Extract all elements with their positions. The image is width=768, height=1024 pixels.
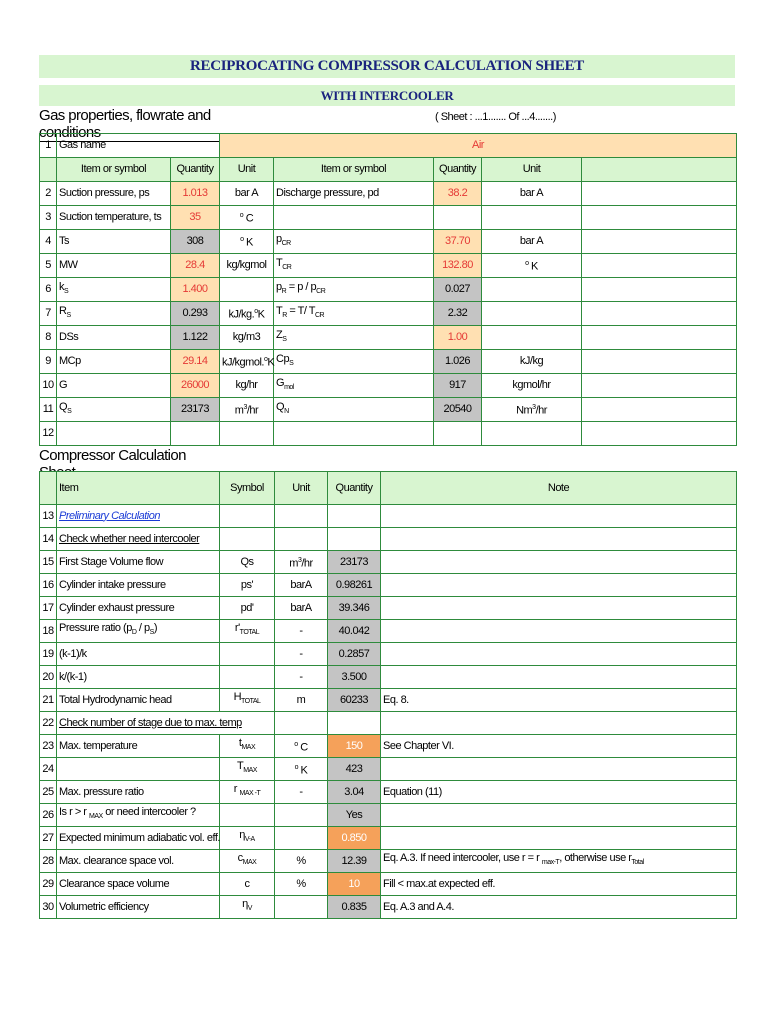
row-number: 25: [40, 781, 57, 804]
item-label: Suction temperature, ts: [57, 206, 171, 230]
header-item: Item: [57, 472, 220, 505]
unit-cell: [275, 896, 328, 919]
header-unit: Unit: [220, 158, 274, 182]
unit-cell: -: [275, 781, 328, 804]
row-number: 10: [40, 374, 57, 398]
table-row: [40, 735, 737, 758]
note-cell: [381, 505, 737, 528]
unit-cell: $m^3/hr$: [220, 398, 274, 422]
item-label: MCp: [57, 350, 171, 374]
item-cell: Max. clearance space vol.: [57, 850, 220, 873]
quantity-cell: 0.2857: [328, 643, 381, 666]
note-cell: [381, 528, 737, 551]
note-cell: [381, 804, 737, 827]
quantity-cell: 0.98261: [328, 574, 381, 597]
table-row: [40, 689, 737, 712]
item-cell: Clearance space volume: [57, 873, 220, 896]
table-row: [40, 350, 737, 374]
item-cell: [57, 758, 220, 781]
unit-cell: %: [275, 850, 328, 873]
item-cell: Cylinder exhaust pressure: [57, 597, 220, 620]
row-number: 15: [40, 551, 57, 574]
symbol-cell: r $_{MAX -T}$: [220, 781, 275, 804]
row-number: 8: [40, 326, 57, 350]
row-number: 4: [40, 230, 57, 254]
quantity-cell: [328, 528, 381, 551]
table-row: [40, 804, 737, 827]
sheet-subtitle: WITH INTERCOOLER: [39, 85, 735, 106]
table-row: [40, 422, 737, 446]
unit-cell: [220, 278, 274, 302]
quantity-cell-2: [434, 422, 482, 446]
item-label: DSs: [57, 326, 171, 350]
unit-cell: [275, 528, 328, 551]
item-cell: First Stage Volume flow: [57, 551, 220, 574]
quantity-cell-2: [434, 206, 482, 230]
quantity-cell: [328, 712, 381, 735]
table-row: [40, 254, 737, 278]
check-intercooler-heading: Check whether need intercooler: [59, 532, 200, 545]
symbol-cell: $T_{MAX}$: [220, 758, 275, 781]
table-row: [40, 505, 737, 528]
item-label: $Q_S$: [57, 398, 171, 422]
unit-cell: $m^3/hr$: [275, 551, 328, 574]
table-row: [40, 620, 737, 643]
quantity-cell: Yes: [328, 804, 381, 827]
quantity-cell[interactable]: 26000: [171, 374, 220, 398]
quantity-cell: 3.500: [328, 666, 381, 689]
table-row: [40, 528, 737, 551]
table-row: [40, 326, 737, 350]
table-row: [40, 374, 737, 398]
unit-cell: $^o$ K: [275, 758, 328, 781]
preliminary-calculation-link[interactable]: Preliminary Calculation: [59, 509, 160, 522]
item-label-2: $T_{CR}$: [274, 254, 434, 278]
item-label-2: $G_{mol}$: [274, 374, 434, 398]
quantity-cell-2[interactable]: 37.70: [434, 230, 482, 254]
quantity-cell[interactable]: 1.400: [171, 278, 220, 302]
note-cell: [381, 620, 737, 643]
note-cell: [381, 643, 737, 666]
row-number: 12: [40, 422, 57, 446]
symbol-cell: $r'_{TOTAL}$: [220, 620, 275, 643]
quantity-cell-2[interactable]: 132.80: [434, 254, 482, 278]
item-cell: Expected minimum adiabatic vol. eff.: [57, 827, 220, 850]
row-number: 9: [40, 350, 57, 374]
quantity-cell: 0.293: [171, 302, 220, 326]
quantity-cell-2: 2.32: [434, 302, 482, 326]
item-label-2: $T_R = T/$ $T_{CR}$: [274, 302, 434, 326]
quantity-cell: 1.122: [171, 326, 220, 350]
quantity-cell-2: 0.027: [434, 278, 482, 302]
row-number: 22: [40, 712, 57, 735]
table-row: [40, 551, 737, 574]
unit-cell-2: kJ/kg: [482, 350, 582, 374]
note-cell: [381, 758, 737, 781]
symbol-cell: [220, 505, 275, 528]
symbol-cell: pd': [220, 597, 275, 620]
table-row: [40, 896, 737, 919]
sheet-title: RECIPROCATING COMPRESSOR CALCULATION SHEET: [39, 55, 735, 78]
symbol-cell: $H_{TOTAL}$: [220, 689, 275, 712]
note-cell: [381, 827, 737, 850]
item-label: G: [57, 374, 171, 398]
quantity-cell: [171, 422, 220, 446]
item-label: [57, 422, 171, 446]
item-cell: Total Hydrodynamic head: [57, 689, 220, 712]
header-quantity-2: Quantity: [434, 158, 482, 182]
row-number: 7: [40, 302, 57, 326]
row-number: 13: [40, 505, 57, 528]
section-gas-properties-title: Gas properties, flowrate and conditions: [39, 107, 245, 142]
unit-cell: kg/hr: [220, 374, 274, 398]
note-cell: Eq. 8.: [381, 689, 737, 712]
note-cell: Equation (11): [381, 781, 737, 804]
unit-cell: barA: [275, 574, 328, 597]
symbol-cell: $\eta_{V-A}$: [220, 827, 275, 850]
table-row: [40, 182, 737, 206]
unit-cell-2: $^o$ K: [482, 254, 582, 278]
header-quantity: Quantity: [171, 158, 220, 182]
quantity-cell[interactable]: 10: [328, 873, 381, 896]
unit-cell-2: Nm$^3$/hr: [482, 398, 582, 422]
note-cell: Fill < max.at expected eff.: [381, 873, 737, 896]
table-row: [40, 206, 737, 230]
row-number: 23: [40, 735, 57, 758]
unit-cell: $^o$ C: [275, 735, 328, 758]
row-number: 24: [40, 758, 57, 781]
row-number: 18: [40, 620, 57, 643]
item-label-2: $p_R = p / p_{CR}$: [274, 278, 434, 302]
quantity-cell: 12.39: [328, 850, 381, 873]
row-number: 17: [40, 597, 57, 620]
row-number: 16: [40, 574, 57, 597]
note-cell: Eq. A.3 and A.4.: [381, 896, 737, 919]
header-quantity: Quantity: [328, 472, 381, 505]
unit-cell: kJ/kgmol.$^o$K: [220, 350, 274, 374]
table-row: [40, 230, 737, 254]
unit-cell: $^o$ K: [220, 230, 274, 254]
symbol-cell: [220, 666, 275, 689]
unit-cell: [275, 827, 328, 850]
unit-cell-2: [482, 302, 582, 326]
note-cell: [381, 712, 737, 735]
unit-cell: -: [275, 620, 328, 643]
quantity-cell: 39.346: [328, 597, 381, 620]
unit-cell: [275, 505, 328, 528]
item-label: $k_S$: [57, 278, 171, 302]
header-unit: Unit: [275, 472, 328, 505]
unit-cell: [275, 712, 328, 735]
note-cell: See Chapter VI.: [381, 735, 737, 758]
quantity-cell[interactable]: 29.14: [171, 350, 220, 374]
symbol-cell: c: [220, 873, 275, 896]
symbol-cell: $t_{MAX}$: [220, 735, 275, 758]
row-number: 27: [40, 827, 57, 850]
row-number: 6: [40, 278, 57, 302]
item-label-2: $Z_S$: [274, 326, 434, 350]
unit-cell: bar A: [220, 182, 274, 206]
gas-name-value[interactable]: Air: [220, 134, 737, 158]
table-row: [40, 827, 737, 850]
row-number: 30: [40, 896, 57, 919]
item-label: Ts: [57, 230, 171, 254]
note-cell: [381, 666, 737, 689]
unit-cell: -: [275, 643, 328, 666]
row-number: 3: [40, 206, 57, 230]
row-number: 20: [40, 666, 57, 689]
header-item-2: Item or symbol: [274, 158, 434, 182]
quantity-cell-2[interactable]: 1.00: [434, 326, 482, 350]
quantity-cell: 3.04: [328, 781, 381, 804]
quantity-cell: 0.835: [328, 896, 381, 919]
unit-cell-2: [482, 206, 582, 230]
note-cell: [381, 551, 737, 574]
unit-cell-2: kgmol/hr: [482, 374, 582, 398]
quantity-cell[interactable]: 35: [171, 206, 220, 230]
row-number: 14: [40, 528, 57, 551]
quantity-cell[interactable]: 150: [328, 735, 381, 758]
quantity-cell[interactable]: 1.013: [171, 182, 220, 206]
quantity-cell: 60233: [328, 689, 381, 712]
section-compressor-calc-title: Compressor Calculation: [39, 447, 199, 482]
item-label-2: $Q_N$: [274, 398, 434, 422]
quantity-cell[interactable]: 28.4: [171, 254, 220, 278]
table-row: [40, 278, 737, 302]
header-unit-2: Unit: [482, 158, 582, 182]
header-note: Note: [381, 472, 737, 505]
item-label-2: [274, 206, 434, 230]
quantity-cell-2[interactable]: 38.2: [434, 182, 482, 206]
item-cell: [57, 712, 275, 735]
item-cell: Max. temperature: [57, 735, 220, 758]
quantity-cell-2: 1.026: [434, 350, 482, 374]
item-cell: Max. pressure ratio: [57, 781, 220, 804]
unit-cell-2: [482, 278, 582, 302]
symbol-cell: [220, 643, 275, 666]
item-label-2: $Cp_S$: [274, 350, 434, 374]
unit-cell: barA: [275, 597, 328, 620]
row-number: 21: [40, 689, 57, 712]
unit-cell: [220, 422, 274, 446]
check-stage-heading: Check number of stage due to max. temp: [59, 716, 242, 729]
note-cell: [381, 597, 737, 620]
header-item: Item or symbol: [57, 158, 171, 182]
symbol-cell: [220, 528, 275, 551]
sheet-number: ( Sheet : ...1....... Of ...4.......): [435, 111, 556, 123]
row-number: 19: [40, 643, 57, 666]
symbol-cell: $c_{MAX}$: [220, 850, 275, 873]
symbol-cell: $\eta_V$: [220, 896, 275, 919]
unit-cell: kg/m3: [220, 326, 274, 350]
quantity-cell-2: 20540: [434, 398, 482, 422]
unit-cell: kJ/kg.$^o$K: [220, 302, 274, 326]
table-row: [40, 302, 737, 326]
unit-cell: %: [275, 873, 328, 896]
table-row: [40, 758, 737, 781]
row-number: 2: [40, 182, 57, 206]
quantity-cell: 308: [171, 230, 220, 254]
item-label: Suction pressure, ps: [57, 182, 171, 206]
table-row: [40, 712, 737, 735]
unit-cell: [275, 804, 328, 827]
quantity-cell: 23173: [328, 551, 381, 574]
table-row: [40, 666, 737, 689]
item-cell: Volumetric efficiency: [57, 896, 220, 919]
quantity-cell: 40.042: [328, 620, 381, 643]
header-symbol: Symbol: [220, 472, 275, 505]
table-row: [40, 873, 737, 896]
unit-cell: m: [275, 689, 328, 712]
symbol-cell: Qs: [220, 551, 275, 574]
item-cell: [57, 528, 220, 551]
row-number: 29: [40, 873, 57, 896]
table-row: [40, 850, 737, 873]
unit-cell: $^o$ C: [220, 206, 274, 230]
quantity-cell-2: 917: [434, 374, 482, 398]
item-label: MW: [57, 254, 171, 278]
item-cell: Cylinder intake pressure: [57, 574, 220, 597]
row-number: 11: [40, 398, 57, 422]
item-cell: Is r > r $_{MAX}$ or need intercooler ?: [57, 804, 220, 827]
gas-properties-table: [39, 133, 737, 446]
unit-cell-2: bar A: [482, 230, 582, 254]
row-number: 28: [40, 850, 57, 873]
gas-name-label: Gas name: [57, 134, 220, 158]
row-number: 5: [40, 254, 57, 278]
item-label: $R_S$: [57, 302, 171, 326]
compressor-calc-table: [39, 471, 737, 919]
item-cell: [57, 505, 220, 528]
symbol-cell: ps': [220, 574, 275, 597]
quantity-cell[interactable]: 0.850: [328, 827, 381, 850]
unit-cell-2: [482, 326, 582, 350]
note-cell: Eq. A.3. If need intercooler, use r = r $_{max-T}$, otherwise use $r_{Total}$: [381, 850, 737, 873]
quantity-cell: [328, 505, 381, 528]
unit-cell-2: bar A: [482, 182, 582, 206]
unit-cell-2: [482, 422, 582, 446]
item-label-2: $p_{CR}$: [274, 230, 434, 254]
row-number: 1: [40, 134, 57, 158]
unit-cell: -: [275, 666, 328, 689]
table-row: [40, 398, 737, 422]
symbol-cell: [220, 804, 275, 827]
note-cell: [381, 574, 737, 597]
table-row: [40, 597, 737, 620]
item-cell: Pressure ratio $(p_D / p_S)$: [57, 620, 220, 643]
table-row: [40, 781, 737, 804]
row-number: 26: [40, 804, 57, 827]
item-label-2: [274, 422, 434, 446]
item-label-2: Discharge pressure, pd: [274, 182, 434, 206]
unit-cell: kg/kgmol: [220, 254, 274, 278]
item-cell: k/(k-1): [57, 666, 220, 689]
quantity-cell: 423: [328, 758, 381, 781]
quantity-cell: 23173: [171, 398, 220, 422]
item-cell: (k-1)/k: [57, 643, 220, 666]
table-row: [40, 643, 737, 666]
table-row: [40, 574, 737, 597]
